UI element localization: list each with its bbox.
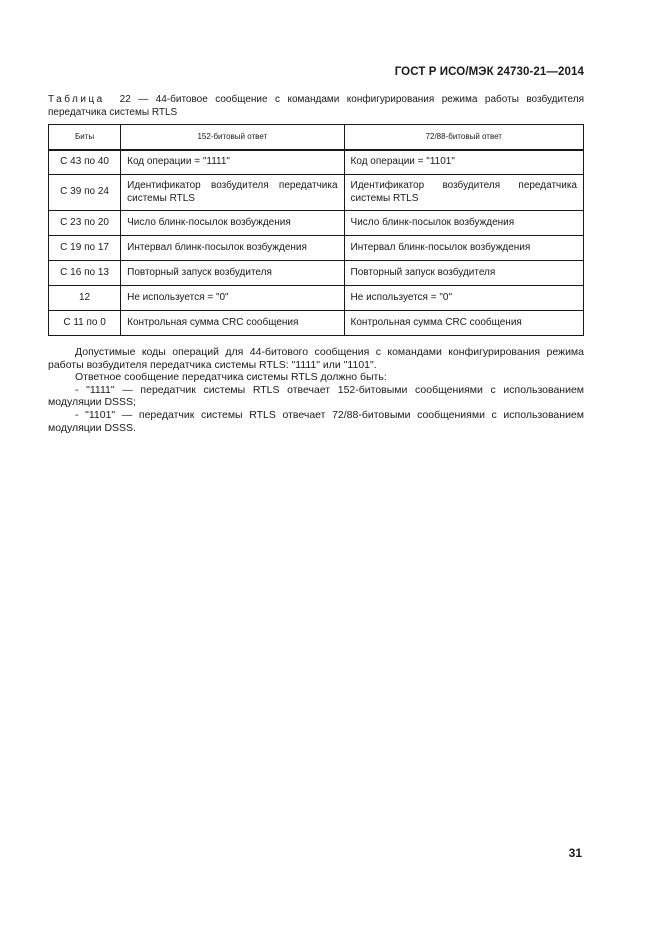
table-row <box>49 286 584 311</box>
cell-152: Код операции = "1111" <box>121 150 344 175</box>
table-row <box>49 236 584 261</box>
cell-72-88: Интервал блинк-посылок возбуждения <box>344 236 583 261</box>
cell-152: Повторный запуск возбудителя <box>121 261 344 286</box>
header-72-88: 72/88-битовый ответ <box>344 125 583 151</box>
cell-152: Интервал блинк-посылок возбуждения <box>121 236 344 261</box>
header-bits: Биты <box>49 125 121 151</box>
body-text <box>48 346 584 434</box>
cell-bits: С 16 по 13 <box>49 261 121 286</box>
cell-152: Идентификатор возбудителя передатчика системы RTLS <box>121 175 344 211</box>
table-header-row <box>49 125 584 151</box>
cell-bits: С 23 по 20 <box>49 211 121 236</box>
paragraph: Ответное сообщение передатчика системы RTLS должно быть: <box>75 371 387 384</box>
cell-152: Контрольная сумма CRC сообщения <box>121 311 344 336</box>
cell-bits: С 43 по 40 <box>49 150 121 175</box>
cell-152: Не используется = "0" <box>121 286 344 311</box>
table-row <box>49 311 584 336</box>
cell-72-88: Контрольная сумма CRC сообщения <box>344 311 583 336</box>
cell-bits: С 11 по 0 <box>49 311 121 336</box>
message-table <box>48 124 584 336</box>
page-number: 31 <box>568 846 582 860</box>
paragraph: Допустимые коды операций для 44-битового сообщения с командами конфигурирования режима работы возбудителя передатчика системы RTLS: "1111" или "1101". <box>48 346 584 371</box>
table-row <box>49 211 584 236</box>
header-152: 152-битовый ответ <box>121 125 344 151</box>
list-item: - "1101" — передатчик системы RTLS отвечает 72/88-битовыми сообщениями с использованием модуляции DSSS. <box>48 408 584 434</box>
cell-bits: 12 <box>49 286 121 311</box>
table-row <box>49 175 584 211</box>
caption-text: — 44-битовое сообщение с командами конфигурирования режима работы возбудителя передатчика системы RTLS <box>48 94 584 118</box>
document-header: ГОСТ Р ИСО/МЭК 24730-21—2014 <box>394 66 584 78</box>
table-row <box>49 150 584 175</box>
caption-number: 22 <box>119 94 131 105</box>
table-caption <box>48 94 584 119</box>
cell-72-88: Не используется = "0" <box>344 286 583 311</box>
table-row <box>49 261 584 286</box>
list-item: - "1111" — передатчик системы RTLS отвечает 152-битовыми сообщениями с использованием модуляции DSSS; <box>48 383 584 409</box>
cell-152: Число блинк-посылок возбуждения <box>121 211 344 236</box>
cell-72-88: Код операции = "1101" <box>344 150 583 175</box>
cell-bits: С 39 по 24 <box>49 175 121 211</box>
cell-72-88: Число блинк-посылок возбуждения <box>344 211 583 236</box>
caption-label: Таблица <box>48 94 105 105</box>
cell-72-88: Повторный запуск возбудителя <box>344 261 583 286</box>
cell-bits: С 19 по 17 <box>49 236 121 261</box>
cell-72-88: Идентификатор возбудителя передатчика системы RTLS <box>344 175 583 211</box>
